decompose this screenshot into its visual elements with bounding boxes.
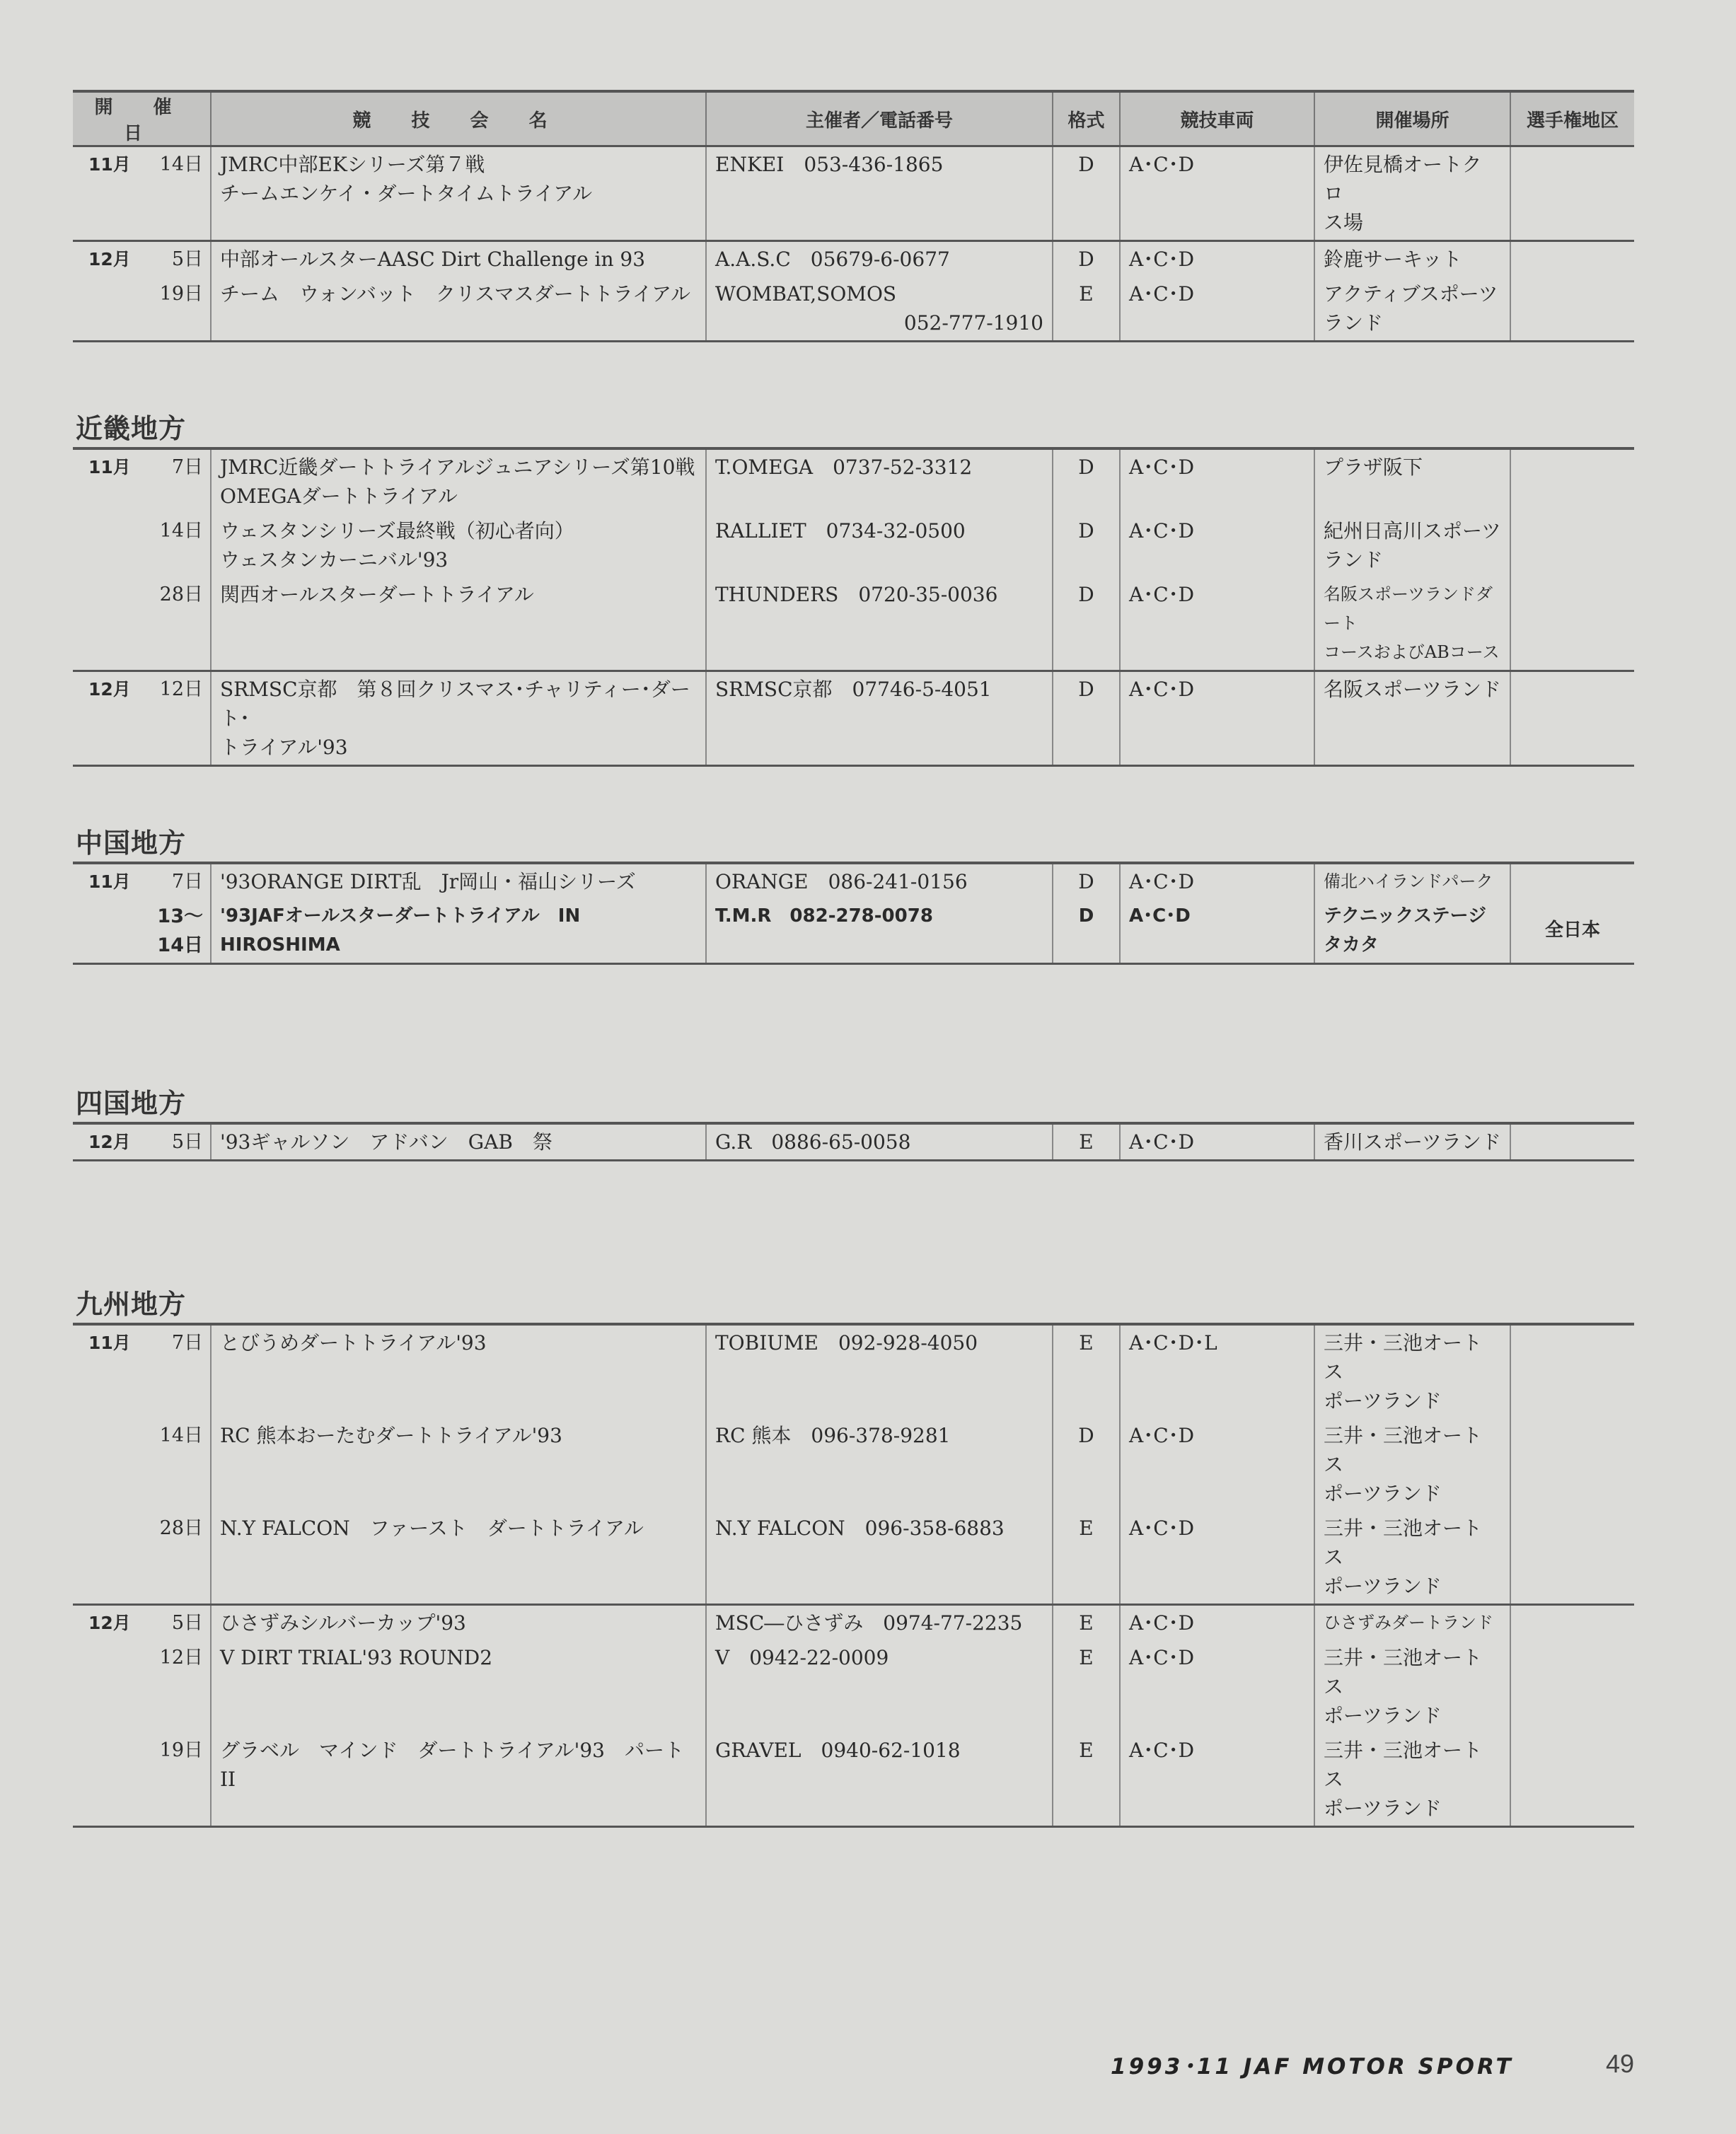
cell-line: '93ORANGE DIRT乱 Jr岡山・福山シリーズ: [220, 870, 636, 893]
vehicle-class-cell: [1120, 514, 1314, 577]
event-format: D: [1078, 870, 1094, 893]
vehicle-class: A･C･D: [1129, 1424, 1195, 1447]
event-name-cell: [211, 1640, 706, 1733]
cell-line: ポーツランド: [1324, 1575, 1442, 1598]
date-cell: [73, 863, 211, 899]
venue-cell: [1314, 241, 1510, 277]
cell-line: 香川スポーツランド: [1324, 1130, 1501, 1154]
event-day: 5日: [171, 1612, 203, 1634]
vehicle-class: A･C･D: [1129, 1517, 1195, 1540]
table-row: [73, 577, 1634, 671]
organizer-cell: [706, 277, 1053, 342]
event-name-cell: [211, 899, 706, 964]
table-header: [73, 91, 1634, 146]
event-month: 12月: [88, 249, 131, 269]
event-name-cell: [211, 1324, 706, 1418]
championship-cell: [1510, 448, 1634, 514]
organizer-line: TOBIUME 092-928-4050: [715, 1331, 978, 1355]
schedule-section-shikoku: [73, 1085, 1634, 1161]
event-month: [88, 1514, 138, 1543]
schedule-table: [73, 447, 1634, 767]
venue-cell: [1314, 514, 1510, 577]
vehicle-class: A･C･D: [1129, 1130, 1195, 1154]
event-name-cell: [211, 1418, 706, 1511]
event-format: D: [1078, 248, 1094, 271]
header-cell: 競 技 会 名: [211, 91, 706, 146]
cell-line: ポーツランド: [1324, 1482, 1442, 1505]
organizer-line: 052-777-1910: [903, 311, 1043, 335]
organizer-line: V 0942-22-0009: [715, 1646, 889, 1669]
organizer-cell: [706, 1733, 1053, 1827]
championship-cell: [1510, 899, 1634, 964]
date-cell: [73, 448, 211, 514]
date-cell: [73, 1605, 211, 1641]
event-name-cell: [211, 863, 706, 899]
venue-cell: [1314, 577, 1510, 671]
schedule-table: [73, 1323, 1634, 1828]
event-format: E: [1079, 1739, 1094, 1762]
venue-cell: [1314, 671, 1510, 766]
championship-cell: [1510, 1733, 1634, 1827]
event-month: [88, 1421, 138, 1450]
table-row: [73, 146, 1634, 241]
event-name-cell: [211, 1511, 706, 1605]
organizer-cell: [706, 1324, 1053, 1418]
table-row: [73, 514, 1634, 577]
championship-cell: [1510, 863, 1634, 899]
vehicle-class: A･C･D: [1129, 583, 1195, 606]
championship-cell: [1510, 241, 1634, 277]
organizer-line: N.Y FALCON 096-358-6883: [715, 1517, 1005, 1540]
organizer-cell: [706, 1123, 1053, 1161]
table-row: [73, 1324, 1634, 1418]
championship-cell: [1510, 1605, 1634, 1641]
championship-region: [1511, 1606, 1634, 1611]
event-name-cell: [211, 671, 706, 766]
championship-cell: [1510, 577, 1634, 671]
date-cell: [73, 671, 211, 766]
championship-region: [1511, 450, 1634, 456]
championship-region: [1511, 1125, 1634, 1130]
cell-line: JMRC近畿ダートトライアルジュニアシリーズ第10戦: [220, 456, 695, 479]
event-day: 19日: [159, 283, 203, 305]
championship-cell: [1510, 277, 1634, 342]
schedule-table: [73, 90, 1634, 342]
event-month: 12月: [88, 1132, 131, 1152]
event-month: 11月: [88, 154, 131, 175]
event-day: 7日: [171, 456, 203, 478]
vehicle-class-cell: [1120, 899, 1314, 964]
organizer-cell: [706, 1511, 1053, 1605]
cell-line: チームエンケイ・ダートタイムトライアル: [220, 182, 593, 205]
cell-line: 紀州日高川スポーツ: [1324, 519, 1501, 543]
event-format: E: [1079, 1517, 1094, 1540]
venue-cell: [1314, 1640, 1510, 1733]
event-name-cell: [211, 577, 706, 671]
date-cell: [73, 1324, 211, 1418]
event-format: D: [1078, 456, 1094, 479]
cell-line: アクティブスポーツ: [1324, 282, 1498, 306]
championship-cell: [1510, 1640, 1634, 1733]
championship-region: [1511, 147, 1634, 153]
event-month: [88, 902, 138, 960]
vehicle-class: A･C･D: [1129, 905, 1191, 927]
championship-region: [1511, 242, 1634, 248]
vehicle-class-cell: [1120, 277, 1314, 342]
venue-cell: [1314, 863, 1510, 899]
event-name-cell: [211, 1123, 706, 1161]
championship-cell: [1510, 1511, 1634, 1605]
header-cell: 開 催 日: [73, 91, 211, 146]
event-month: 11月: [88, 871, 131, 892]
organizer-line: ORANGE 086-241-0156: [715, 870, 968, 893]
championship-region: 全日本: [1544, 920, 1600, 941]
header-cell: 競技車両: [1120, 91, 1314, 146]
championship-cell: [1510, 1123, 1634, 1161]
venue-cell: [1314, 1418, 1510, 1511]
venue-cell: [1314, 1123, 1510, 1161]
date-cell: [73, 1418, 211, 1511]
cell-line: RC 熊本おーたむダートトライアル'93: [220, 1424, 562, 1447]
cell-line: テクニックステージ: [1324, 905, 1487, 927]
table-row: [73, 899, 1634, 964]
table-row: [73, 1605, 1634, 1641]
table-row: [73, 1733, 1634, 1827]
date-cell: [73, 1511, 211, 1605]
cell-line: 備北ハイランドパーク: [1324, 871, 1493, 891]
event-month: [88, 1736, 138, 1765]
championship-region: [1511, 1640, 1634, 1646]
vehicle-class-cell: [1120, 1324, 1314, 1418]
event-name-cell: [211, 277, 706, 342]
championship-region: [1511, 672, 1634, 678]
cell-line: ス場: [1324, 211, 1364, 234]
cell-line: ひさずみダートランド: [1324, 1613, 1493, 1633]
cell-line: SRMSC京都 第８回クリスマス･チャリティー･ダート･: [220, 678, 690, 730]
vehicle-class: A･C･D: [1129, 1646, 1195, 1669]
event-day: 5日: [171, 248, 203, 270]
cell-line: ポーツランド: [1324, 1797, 1442, 1820]
event-name-cell: [211, 514, 706, 577]
cell-line: V DIRT TRIAL'93 ROUND2: [220, 1646, 493, 1669]
event-day: 7日: [171, 871, 203, 893]
cell-line: 三井・三池オートス: [1324, 1424, 1483, 1476]
event-name-cell: [211, 1605, 706, 1641]
cell-line: 鈴鹿サーキット: [1324, 248, 1462, 271]
format-cell: [1053, 1324, 1120, 1418]
vehicle-class-cell: [1120, 671, 1314, 766]
header-cell: 開催場所: [1314, 91, 1510, 146]
organizer-line: T.OMEGA 0737-52-3312: [715, 456, 973, 479]
vehicle-class: A･C･D: [1129, 678, 1195, 701]
date-cell: [73, 241, 211, 277]
event-format: D: [1078, 905, 1094, 927]
vehicle-class: A･C･D･L: [1129, 1331, 1217, 1355]
event-day: 5日: [171, 1131, 203, 1153]
vehicle-class: A･C･D: [1129, 282, 1195, 306]
vehicle-class-cell: [1120, 241, 1314, 277]
event-name-cell: [211, 448, 706, 514]
event-day: 7日: [171, 1332, 203, 1354]
format-cell: [1053, 1123, 1120, 1161]
cell-line: ポーツランド: [1324, 1704, 1442, 1727]
format-cell: [1053, 899, 1120, 964]
cell-line: 三井・三池オートス: [1324, 1331, 1483, 1384]
championship-region: [1511, 1418, 1634, 1424]
organizer-cell: [706, 863, 1053, 899]
date-cell: [73, 899, 211, 964]
vehicle-class-cell: [1120, 1511, 1314, 1605]
event-format: E: [1079, 1611, 1094, 1635]
format-cell: [1053, 241, 1120, 277]
cell-line: ひさずみシルバーカップ'93: [220, 1611, 466, 1635]
venue-cell: [1314, 448, 1510, 514]
vehicle-class-cell: [1120, 448, 1314, 514]
organizer-line: GRAVEL 0940-62-1018: [715, 1739, 961, 1762]
header-cell: 選手権地区: [1510, 91, 1634, 146]
format-cell: [1053, 514, 1120, 577]
event-month: [88, 516, 138, 545]
table-row: [73, 277, 1634, 342]
format-cell: [1053, 1733, 1120, 1827]
event-day: 12日: [159, 1647, 203, 1669]
event-month: [88, 1643, 138, 1672]
cell-line: チーム ウォンバット クリスマスダートトライアル: [220, 282, 691, 306]
section-title: 四国地方: [76, 1088, 187, 1119]
format-cell: [1053, 577, 1120, 671]
event-month: 12月: [88, 679, 131, 700]
event-name-cell: [211, 146, 706, 241]
section-title: 中国地方: [76, 828, 187, 859]
format-cell: [1053, 1640, 1120, 1733]
cell-line: グラベル マインド ダートトライアル'93 パートII: [220, 1739, 684, 1791]
organizer-line: ENKEI 053-436-1865: [715, 153, 944, 176]
organizer-cell: [706, 1418, 1053, 1511]
event-day: 28日: [159, 584, 203, 605]
cell-line: ポーツランド: [1324, 1389, 1442, 1413]
section-title: 近畿地方: [76, 413, 187, 444]
event-day: 14日: [159, 153, 203, 175]
date-cell: [73, 1733, 211, 1827]
event-name-cell: [211, 241, 706, 277]
venue-cell: [1314, 1605, 1510, 1641]
organizer-cell: [706, 241, 1053, 277]
schedule-table: [73, 1122, 1634, 1161]
organizer-cell: [706, 1640, 1053, 1733]
page-footer: [1111, 2043, 1634, 2085]
organizer-line: RALLIET 0734-32-0500: [715, 519, 966, 543]
cell-line: トライアル'93: [220, 736, 348, 759]
format-cell: [1053, 1418, 1120, 1511]
date-cell: [73, 277, 211, 342]
table-row: [73, 671, 1634, 766]
championship-cell: [1510, 1324, 1634, 1418]
championship-region: [1511, 514, 1634, 519]
event-day: 13〜14日: [157, 905, 203, 956]
header-cell: 主催者／電話番号: [706, 91, 1053, 146]
table-row: [73, 241, 1634, 277]
event-format: D: [1078, 153, 1094, 176]
table-row: [73, 1511, 1634, 1605]
cell-line: ウェスタンカーニバル'93: [220, 548, 449, 572]
format-cell: [1053, 863, 1120, 899]
cell-line: タカタ: [1324, 934, 1379, 956]
vehicle-class-cell: [1120, 1733, 1314, 1827]
championship-cell: [1510, 671, 1634, 766]
date-cell: [73, 1640, 211, 1733]
championship-cell: [1510, 1418, 1634, 1511]
cell-line: コースおよびABコース: [1324, 642, 1500, 662]
organizer-cell: [706, 1605, 1053, 1641]
organizer-line: WOMBAT,SOMOS: [715, 282, 897, 306]
championship-region: [1511, 577, 1634, 583]
cell-line: N.Y FALCON ファースト ダートトライアル: [220, 1517, 644, 1540]
cell-line: OMEGAダートトライアル: [220, 485, 458, 508]
organizer-line: G.R 0886-65-0058: [715, 1130, 911, 1154]
header-cell: 格式: [1053, 91, 1120, 146]
organizer-cell: [706, 146, 1053, 241]
event-format: E: [1079, 282, 1094, 306]
table-row: [73, 863, 1634, 899]
cell-line: 関西オールスターダートトライアル: [220, 583, 534, 606]
event-format: D: [1078, 519, 1094, 543]
schedule-table: [73, 862, 1634, 965]
table-row: [73, 448, 1634, 514]
event-month: 11月: [88, 1333, 131, 1353]
organizer-cell: [706, 671, 1053, 766]
vehicle-class: A･C･D: [1129, 870, 1195, 893]
cell-line: ランド: [1324, 548, 1384, 572]
schedule-section-chubu: [73, 90, 1634, 342]
cell-line: '93JAFオールスターダートトライアル IN HIROSHIMA: [220, 905, 581, 956]
cell-line: '93ギャルソン アドバン GAB 祭: [220, 1130, 552, 1154]
venue-cell: [1314, 1324, 1510, 1418]
magazine-title: 1993･11 JAF MOTOR SPORT: [1111, 2053, 1514, 2080]
date-cell: [73, 514, 211, 577]
cell-line: ランド: [1324, 311, 1384, 335]
organizer-line: A.A.S.C 05679-6-0677: [715, 248, 950, 271]
venue-cell: [1314, 1511, 1510, 1605]
vehicle-class-cell: [1120, 1123, 1314, 1161]
vehicle-class: A･C･D: [1129, 1611, 1195, 1635]
event-format: E: [1079, 1331, 1094, 1355]
format-cell: [1053, 671, 1120, 766]
championship-region: [1511, 864, 1634, 870]
organizer-line: MSC―ひさずみ 0974-77-2235: [715, 1611, 1023, 1635]
event-month: 11月: [88, 457, 131, 477]
table-row: [73, 1640, 1634, 1733]
venue-cell: [1314, 899, 1510, 964]
table-row: [73, 1123, 1634, 1161]
championship-region: [1511, 1733, 1634, 1739]
event-day: 12日: [159, 678, 203, 700]
event-name-cell: [211, 1733, 706, 1827]
event-day: 14日: [159, 520, 203, 542]
cell-line: 伊佐見橋オートクロ: [1324, 153, 1482, 205]
championship-cell: [1510, 146, 1634, 241]
cell-line: ウェスタンシリーズ最終戦（初心者向）: [220, 519, 574, 543]
event-format: D: [1078, 583, 1094, 606]
vehicle-class-cell: [1120, 863, 1314, 899]
format-cell: [1053, 448, 1120, 514]
format-cell: [1053, 1605, 1120, 1641]
schedule-section-chugoku: [73, 825, 1634, 965]
vehicle-class-cell: [1120, 577, 1314, 671]
section-title: 九州地方: [76, 1289, 187, 1320]
cell-line: JMRC中部EKシリーズ第７戦: [220, 153, 485, 176]
event-format: E: [1079, 1130, 1094, 1154]
date-cell: [73, 1123, 211, 1161]
event-day: 28日: [159, 1517, 203, 1539]
date-cell: [73, 577, 211, 671]
organizer-line: THUNDERS 0720-35-0036: [715, 583, 998, 606]
event-day: 14日: [159, 1425, 203, 1446]
format-cell: [1053, 146, 1120, 241]
vehicle-class: A･C･D: [1129, 456, 1195, 479]
event-format: E: [1079, 1646, 1094, 1669]
event-format: D: [1078, 678, 1094, 701]
vehicle-class-cell: [1120, 1418, 1314, 1511]
cell-line: 名阪スポーツランド: [1324, 678, 1501, 701]
organizer-line: RC 熊本 096-378-9281: [715, 1424, 951, 1447]
table-row: [73, 1418, 1634, 1511]
vehicle-class: A･C･D: [1129, 153, 1195, 176]
vehicle-class-cell: [1120, 146, 1314, 241]
organizer-line: SRMSC京都 07746-5-4051: [715, 678, 992, 701]
organizer-cell: [706, 448, 1053, 514]
vehicle-class: A･C･D: [1129, 519, 1195, 543]
championship-region: [1511, 277, 1634, 282]
championship-region: [1511, 1511, 1634, 1517]
cell-line: とびうめダートトライアル'93: [220, 1331, 487, 1355]
cell-line: 三井・三池オートス: [1324, 1646, 1483, 1698]
event-month: 12月: [88, 1613, 131, 1633]
vehicle-class-cell: [1120, 1605, 1314, 1641]
format-cell: [1053, 277, 1120, 342]
cell-line: 名阪スポーツランドダート: [1324, 584, 1493, 633]
organizer-cell: [706, 514, 1053, 577]
event-month: [88, 279, 138, 308]
format-cell: [1053, 1511, 1120, 1605]
venue-cell: [1314, 146, 1510, 241]
schedule-section-kyushu: [73, 1286, 1634, 1828]
vehicle-class-cell: [1120, 1640, 1314, 1733]
vehicle-class: A･C･D: [1129, 248, 1195, 271]
page-number: 49: [1605, 2049, 1634, 2078]
championship-cell: [1510, 514, 1634, 577]
championship-region: [1511, 1326, 1634, 1331]
cell-line: 中部オールスターAASC Dirt Challenge in 93: [220, 248, 646, 271]
cell-line: プラザ阪下: [1324, 456, 1423, 479]
organizer-line: T.M.R 082-278-0078: [715, 905, 933, 927]
organizer-cell: [706, 899, 1053, 964]
event-month: [88, 580, 138, 609]
venue-cell: [1314, 277, 1510, 342]
schedule-section-kinki: [73, 410, 1634, 767]
cell-line: 三井・三池オートス: [1324, 1739, 1483, 1791]
vehicle-class: A･C･D: [1129, 1739, 1195, 1762]
venue-cell: [1314, 1733, 1510, 1827]
date-cell: [73, 146, 211, 241]
organizer-cell: [706, 577, 1053, 671]
cell-line: 三井・三池オートス: [1324, 1517, 1483, 1569]
event-format: D: [1078, 1424, 1094, 1447]
event-day: 19日: [159, 1739, 203, 1761]
